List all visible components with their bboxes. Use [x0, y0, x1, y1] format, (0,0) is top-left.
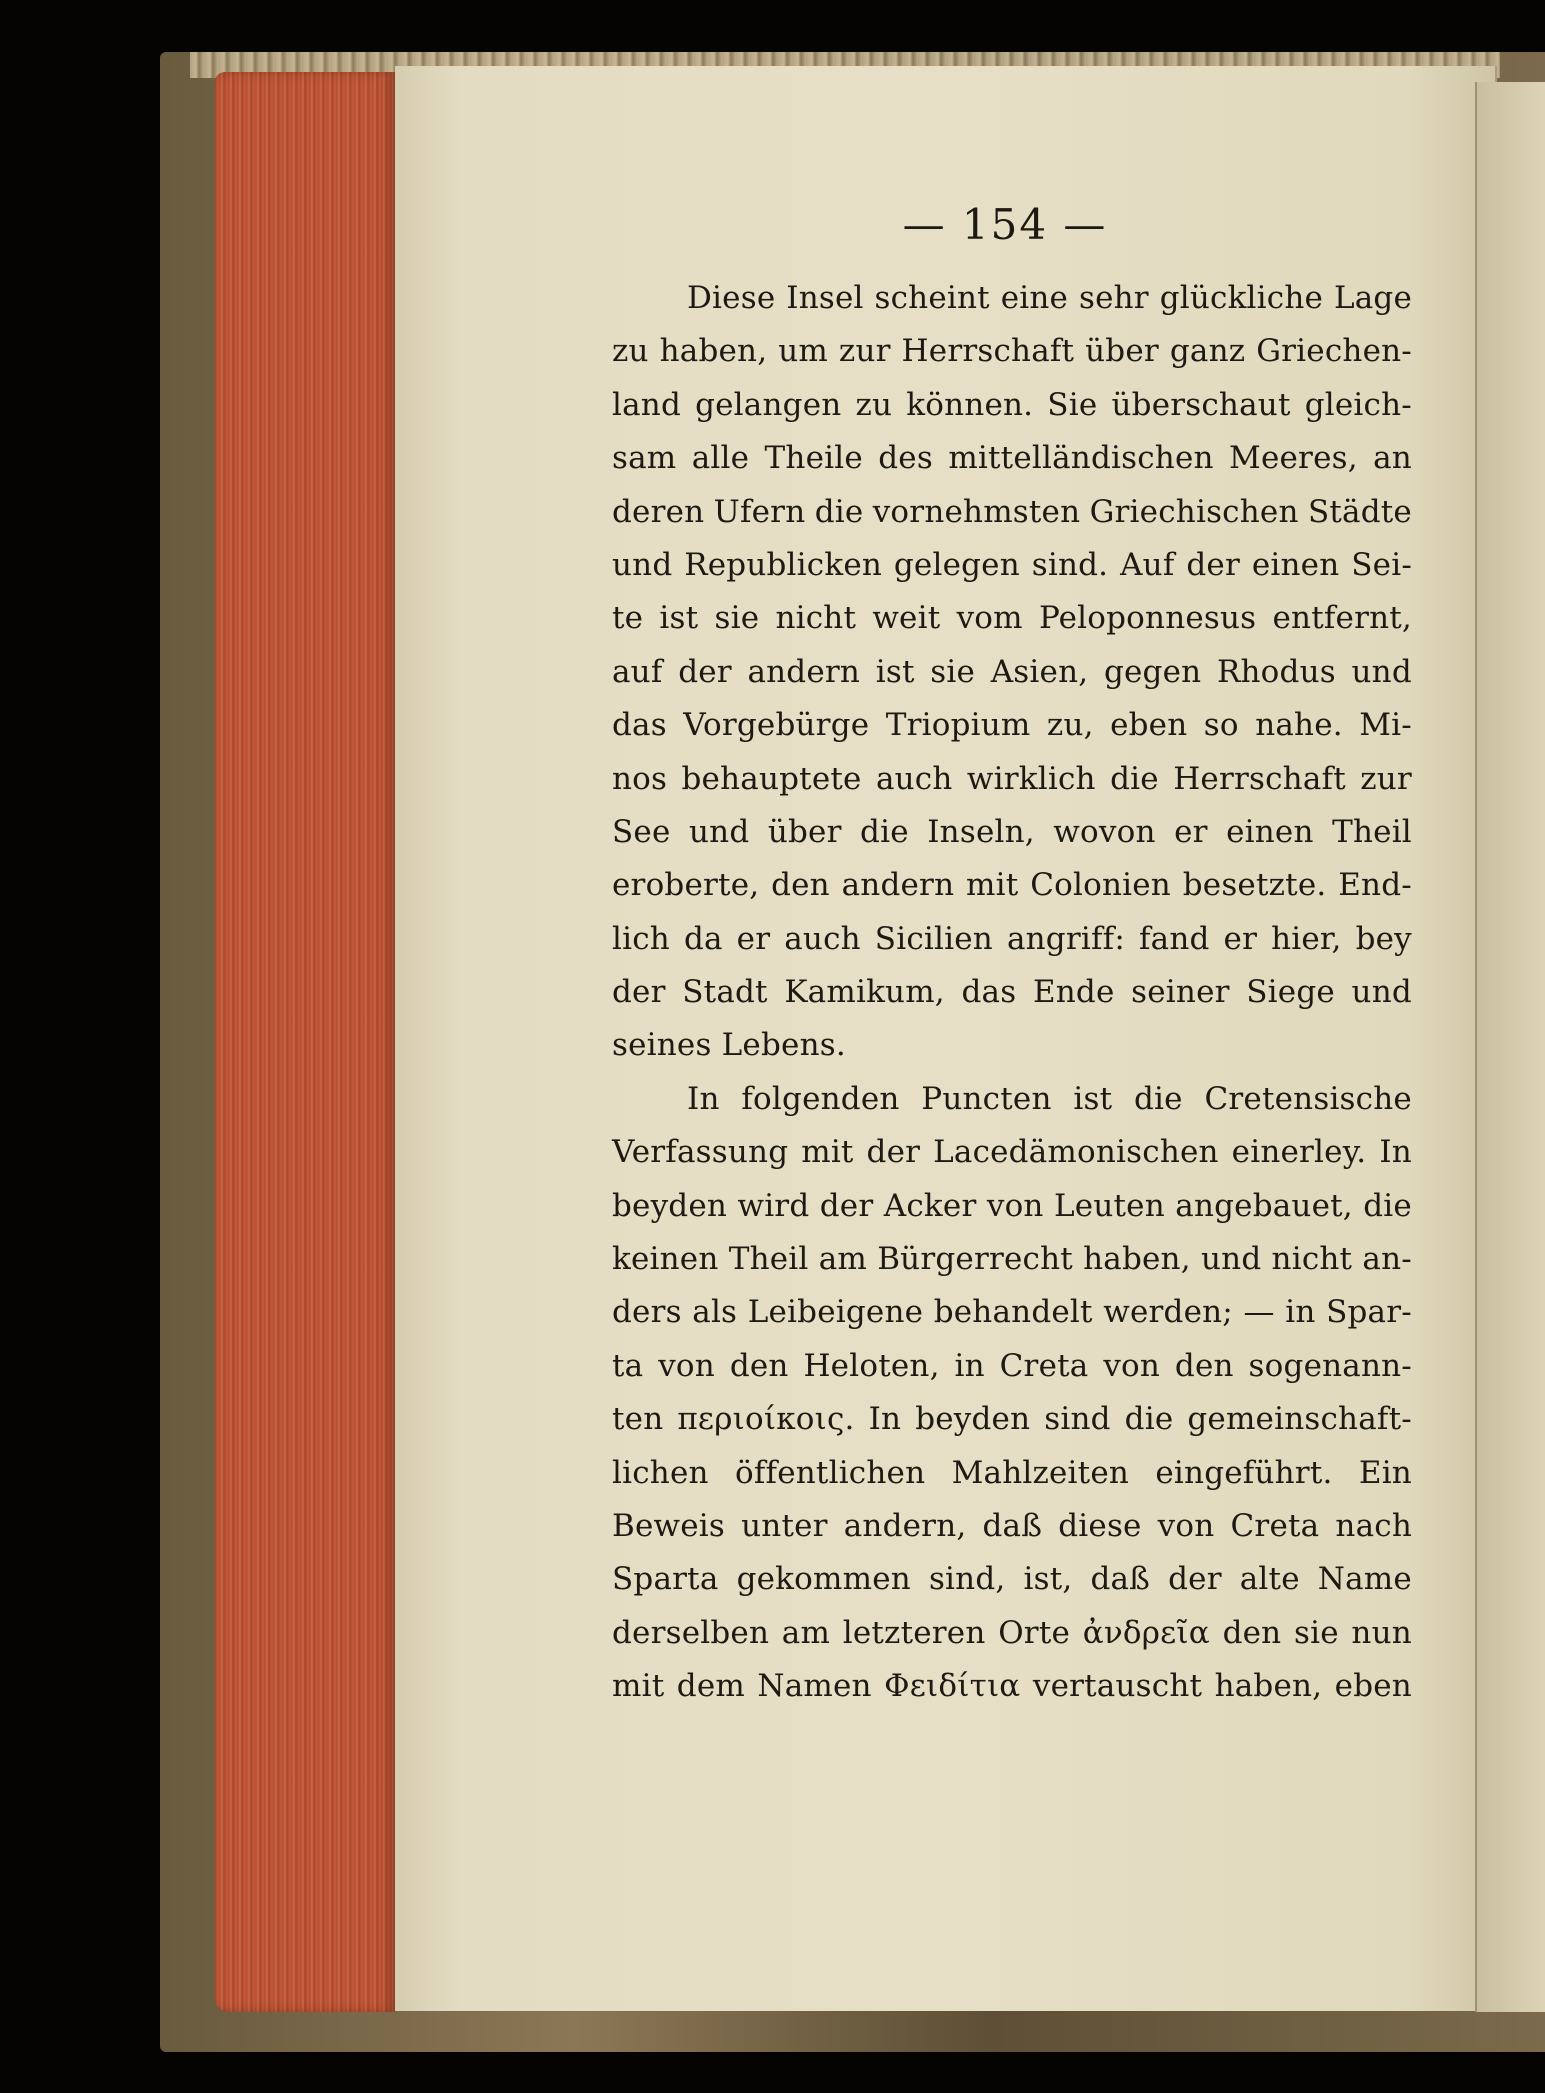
word: die [814, 493, 864, 530]
word: als [692, 1294, 738, 1331]
word: Leibeigene [747, 1294, 924, 1331]
text-line [612, 699, 1412, 752]
word: ist, [1023, 1561, 1073, 1598]
text-line [612, 1180, 1412, 1233]
text-line [612, 1607, 1412, 1660]
word: die [860, 813, 909, 850]
word: Städte [1307, 493, 1412, 530]
word: Theil [1332, 813, 1412, 850]
word: te [612, 600, 644, 637]
word: Puncten [921, 1080, 1052, 1117]
word: ganz [1169, 333, 1246, 370]
word: eine [1000, 280, 1069, 316]
word: beyden [612, 1187, 728, 1224]
word: zu [612, 333, 649, 370]
word: den [771, 867, 830, 904]
word: sehr [1078, 280, 1149, 316]
text-line [612, 325, 1412, 378]
word: lich [612, 920, 670, 957]
word: haben, [659, 333, 768, 370]
word: nach [1335, 1507, 1412, 1544]
word: wird [737, 1187, 810, 1224]
word: haben, [1214, 1668, 1323, 1705]
word: ta [612, 1347, 644, 1384]
word: gelegen [893, 546, 1020, 583]
word: den [1222, 1614, 1282, 1651]
word: ἀνδρεῖα [1082, 1614, 1210, 1651]
word: vom [956, 600, 1023, 637]
word: den [729, 1347, 789, 1384]
word: Kamikum, [784, 974, 945, 1011]
word: In [687, 1080, 720, 1117]
word: wovon [1053, 813, 1156, 850]
text-line [612, 1233, 1412, 1286]
word: und [1351, 653, 1412, 690]
word: entfernt, [1272, 600, 1412, 637]
word: Ein [1358, 1454, 1412, 1491]
word: Insel [786, 280, 864, 316]
word: gelangen [695, 386, 842, 423]
word: Republicken [684, 546, 883, 583]
word: eben [1110, 707, 1188, 744]
word: behandelt [933, 1294, 1093, 1331]
word: Orte [998, 1614, 1071, 1651]
text-line [612, 1660, 1412, 1713]
word: auf [612, 653, 663, 690]
word: an [1373, 440, 1412, 477]
word: Theil [728, 1241, 809, 1278]
word: eingeführt. [1155, 1454, 1333, 1491]
word: des [878, 440, 933, 477]
word: Colonien [1030, 867, 1171, 904]
word: zu, [1046, 707, 1094, 744]
word: Namen [757, 1668, 872, 1705]
word: Cretensische [1204, 1080, 1412, 1117]
word: Ende [1032, 974, 1115, 1011]
word: Acker [883, 1187, 977, 1224]
word: der [1168, 1561, 1222, 1598]
word: bey [1355, 920, 1412, 957]
word: angriff: [1006, 920, 1125, 957]
word: und [688, 813, 750, 850]
word: ders [612, 1294, 682, 1331]
word: Griechen- [1256, 333, 1412, 370]
word: Lage [1333, 280, 1412, 316]
word: Lacedämonischen [933, 1134, 1219, 1171]
text-line [612, 859, 1412, 912]
word: ist [875, 653, 915, 690]
word: Heloten, [803, 1347, 940, 1384]
word: von [1103, 1347, 1161, 1384]
word: alte [1239, 1561, 1300, 1598]
word: Mahlzeiten [951, 1454, 1130, 1491]
word: auch [875, 760, 953, 797]
word: nicht [1271, 1241, 1353, 1278]
word: Auf [1120, 546, 1175, 583]
word: Bürgerrecht [877, 1241, 1073, 1278]
word: weit [872, 600, 941, 637]
word: daß [1090, 1561, 1151, 1598]
word: gemeinschaft- [1187, 1401, 1412, 1438]
word: nahe. [1255, 707, 1343, 744]
word: fand [1138, 920, 1210, 957]
word: können. [906, 386, 1034, 423]
word: — [1243, 1294, 1275, 1331]
text-line [612, 486, 1412, 539]
word: Mi- [1359, 707, 1412, 744]
word: mit [801, 1134, 854, 1171]
word: Sei- [1351, 546, 1412, 583]
word: das [612, 707, 667, 744]
word: περιοίκοις. [677, 1401, 855, 1438]
word: nos [612, 760, 668, 797]
word: er [736, 920, 771, 957]
word: über [767, 813, 842, 850]
text-line [612, 592, 1412, 645]
body-text [612, 272, 1412, 1714]
word: dem [676, 1668, 745, 1705]
facing-page-edge [1475, 82, 1545, 2012]
text-line [612, 432, 1412, 485]
word: sie [930, 653, 976, 690]
word: diese [1058, 1507, 1142, 1544]
word: gekommen [736, 1561, 911, 1598]
word: Rhodus [1216, 653, 1336, 690]
page-number: — 154 — [902, 200, 1108, 249]
word: der [612, 974, 666, 1011]
word: Herrschaft [1173, 760, 1346, 797]
word: scheint [874, 280, 990, 316]
word: Verfassung [612, 1134, 789, 1171]
word: das [961, 974, 1017, 1011]
word: am [781, 1614, 831, 1651]
text-line [612, 806, 1412, 859]
word: sind, [928, 1561, 1006, 1598]
word: einen [1226, 813, 1314, 850]
word: Name [1317, 1561, 1412, 1598]
word: haben, [1083, 1241, 1191, 1278]
word: die [1134, 1080, 1183, 1117]
word: besetzte. [1182, 867, 1327, 904]
word: Siege [1246, 974, 1335, 1011]
word: von [1157, 1507, 1215, 1544]
word: zur [838, 333, 891, 370]
word: da [683, 920, 723, 957]
word: behauptete [681, 760, 862, 797]
word: land [612, 386, 682, 423]
word: sind. [1031, 546, 1109, 583]
word: um [778, 333, 828, 370]
word: in [1285, 1294, 1316, 1331]
text-line [612, 539, 1412, 592]
text-line [612, 1553, 1412, 1606]
word: zu [855, 386, 893, 423]
word: der [819, 1187, 874, 1224]
red-page-edges [215, 72, 395, 2012]
word: Ufern [713, 493, 806, 530]
text-line [612, 646, 1412, 699]
word: Vorgebürge [683, 707, 870, 744]
word: Creta [1230, 1507, 1320, 1544]
word: Beweis [612, 1507, 726, 1544]
word: der [866, 1134, 921, 1171]
word: folgenden [741, 1080, 900, 1117]
word: mittelländischen [948, 440, 1214, 477]
word: daß [982, 1507, 1043, 1544]
word: in [954, 1347, 985, 1384]
word: die [1363, 1187, 1412, 1224]
word: seiner [1131, 974, 1230, 1011]
word: an- [1362, 1241, 1412, 1278]
word: von [658, 1347, 715, 1384]
word: glückliche [1159, 280, 1324, 316]
word: über [1085, 333, 1159, 370]
word: Leuten [1054, 1187, 1165, 1224]
word: der [1186, 546, 1240, 583]
word: mit [966, 867, 1019, 904]
word: zur [1360, 760, 1412, 797]
word: öffentlichen [735, 1454, 926, 1491]
word: ten [612, 1401, 664, 1438]
word: die [1110, 760, 1159, 797]
text-line [612, 966, 1412, 1019]
text-line [612, 753, 1412, 806]
text-line [612, 272, 1412, 325]
word: Φειδίτια [884, 1668, 1021, 1705]
word: deren [612, 493, 705, 530]
word: andern [841, 867, 955, 904]
word: sam [612, 440, 677, 477]
word: mit [612, 1668, 665, 1705]
word: die [1124, 1401, 1174, 1438]
text-line [612, 1340, 1412, 1393]
text-line [612, 1073, 1412, 1126]
word: der [678, 653, 732, 690]
word: Meeres, [1229, 440, 1358, 477]
word: und [1351, 974, 1412, 1011]
word: unter [741, 1507, 828, 1544]
text-line [612, 1500, 1412, 1553]
word: andern [747, 653, 861, 690]
word: angebauet, [1175, 1187, 1353, 1224]
word: nun [1351, 1614, 1412, 1651]
text-line [612, 1447, 1412, 1500]
word: Inseln, [927, 813, 1035, 850]
text-line [612, 379, 1412, 432]
word: nicht [775, 600, 857, 637]
word: auch [784, 920, 861, 957]
word: gleich- [1304, 386, 1412, 423]
word: Diese [687, 280, 776, 316]
word: hier, [1271, 920, 1342, 957]
word: sind [1044, 1401, 1111, 1438]
word: letzteren [842, 1614, 986, 1651]
word: Spar- [1326, 1294, 1412, 1331]
word: sogenann- [1248, 1347, 1412, 1384]
word: sie [714, 600, 760, 637]
word: werden; [1103, 1294, 1233, 1331]
word: keinen [612, 1241, 719, 1278]
word: und [612, 546, 673, 583]
word: Griechischen [1089, 493, 1299, 530]
word: gegen [1103, 653, 1202, 690]
word: ist [1073, 1080, 1113, 1117]
word: er [1174, 813, 1208, 850]
word: er [1223, 920, 1258, 957]
word: einen [1251, 546, 1340, 583]
word: vertauscht [1032, 1668, 1203, 1705]
word: wirklich [966, 760, 1096, 797]
word: ist [659, 600, 699, 637]
word: eben [1334, 1668, 1412, 1705]
word: überschaut [1111, 386, 1291, 423]
text-line: seines Lebens. [612, 1027, 846, 1064]
word: alle [691, 440, 750, 477]
text-line [612, 913, 1412, 966]
word: End- [1338, 867, 1412, 904]
word: derselben [612, 1614, 770, 1651]
word: Peloponnesus [1038, 600, 1257, 637]
word: eroberte, [612, 867, 760, 904]
word: den [1174, 1347, 1234, 1384]
word: und [1200, 1241, 1262, 1278]
word: am [818, 1241, 868, 1278]
text-line [612, 1126, 1412, 1179]
text-line [612, 1286, 1412, 1339]
word: In [1379, 1134, 1412, 1171]
word: einerley. [1231, 1134, 1367, 1171]
word: Stadt [682, 974, 768, 1011]
word: sie [1293, 1614, 1339, 1651]
word: Sie [1047, 386, 1098, 423]
word: Herrschaft [901, 333, 1075, 370]
word: Triopium [885, 707, 1031, 744]
word: andern, [843, 1507, 967, 1544]
word: Theile [764, 440, 863, 477]
word: Sicilien [874, 920, 993, 957]
text-line [612, 1393, 1412, 1446]
word: Asien, [990, 653, 1089, 690]
word: vornehmsten [872, 493, 1081, 530]
word: beyden [915, 1401, 1031, 1438]
word: In [868, 1401, 902, 1438]
word: See [612, 813, 671, 850]
word: so [1203, 707, 1239, 744]
word: Creta [999, 1347, 1089, 1384]
word: Sparta [612, 1561, 719, 1598]
word: lichen [612, 1454, 709, 1491]
word: von [986, 1187, 1044, 1224]
